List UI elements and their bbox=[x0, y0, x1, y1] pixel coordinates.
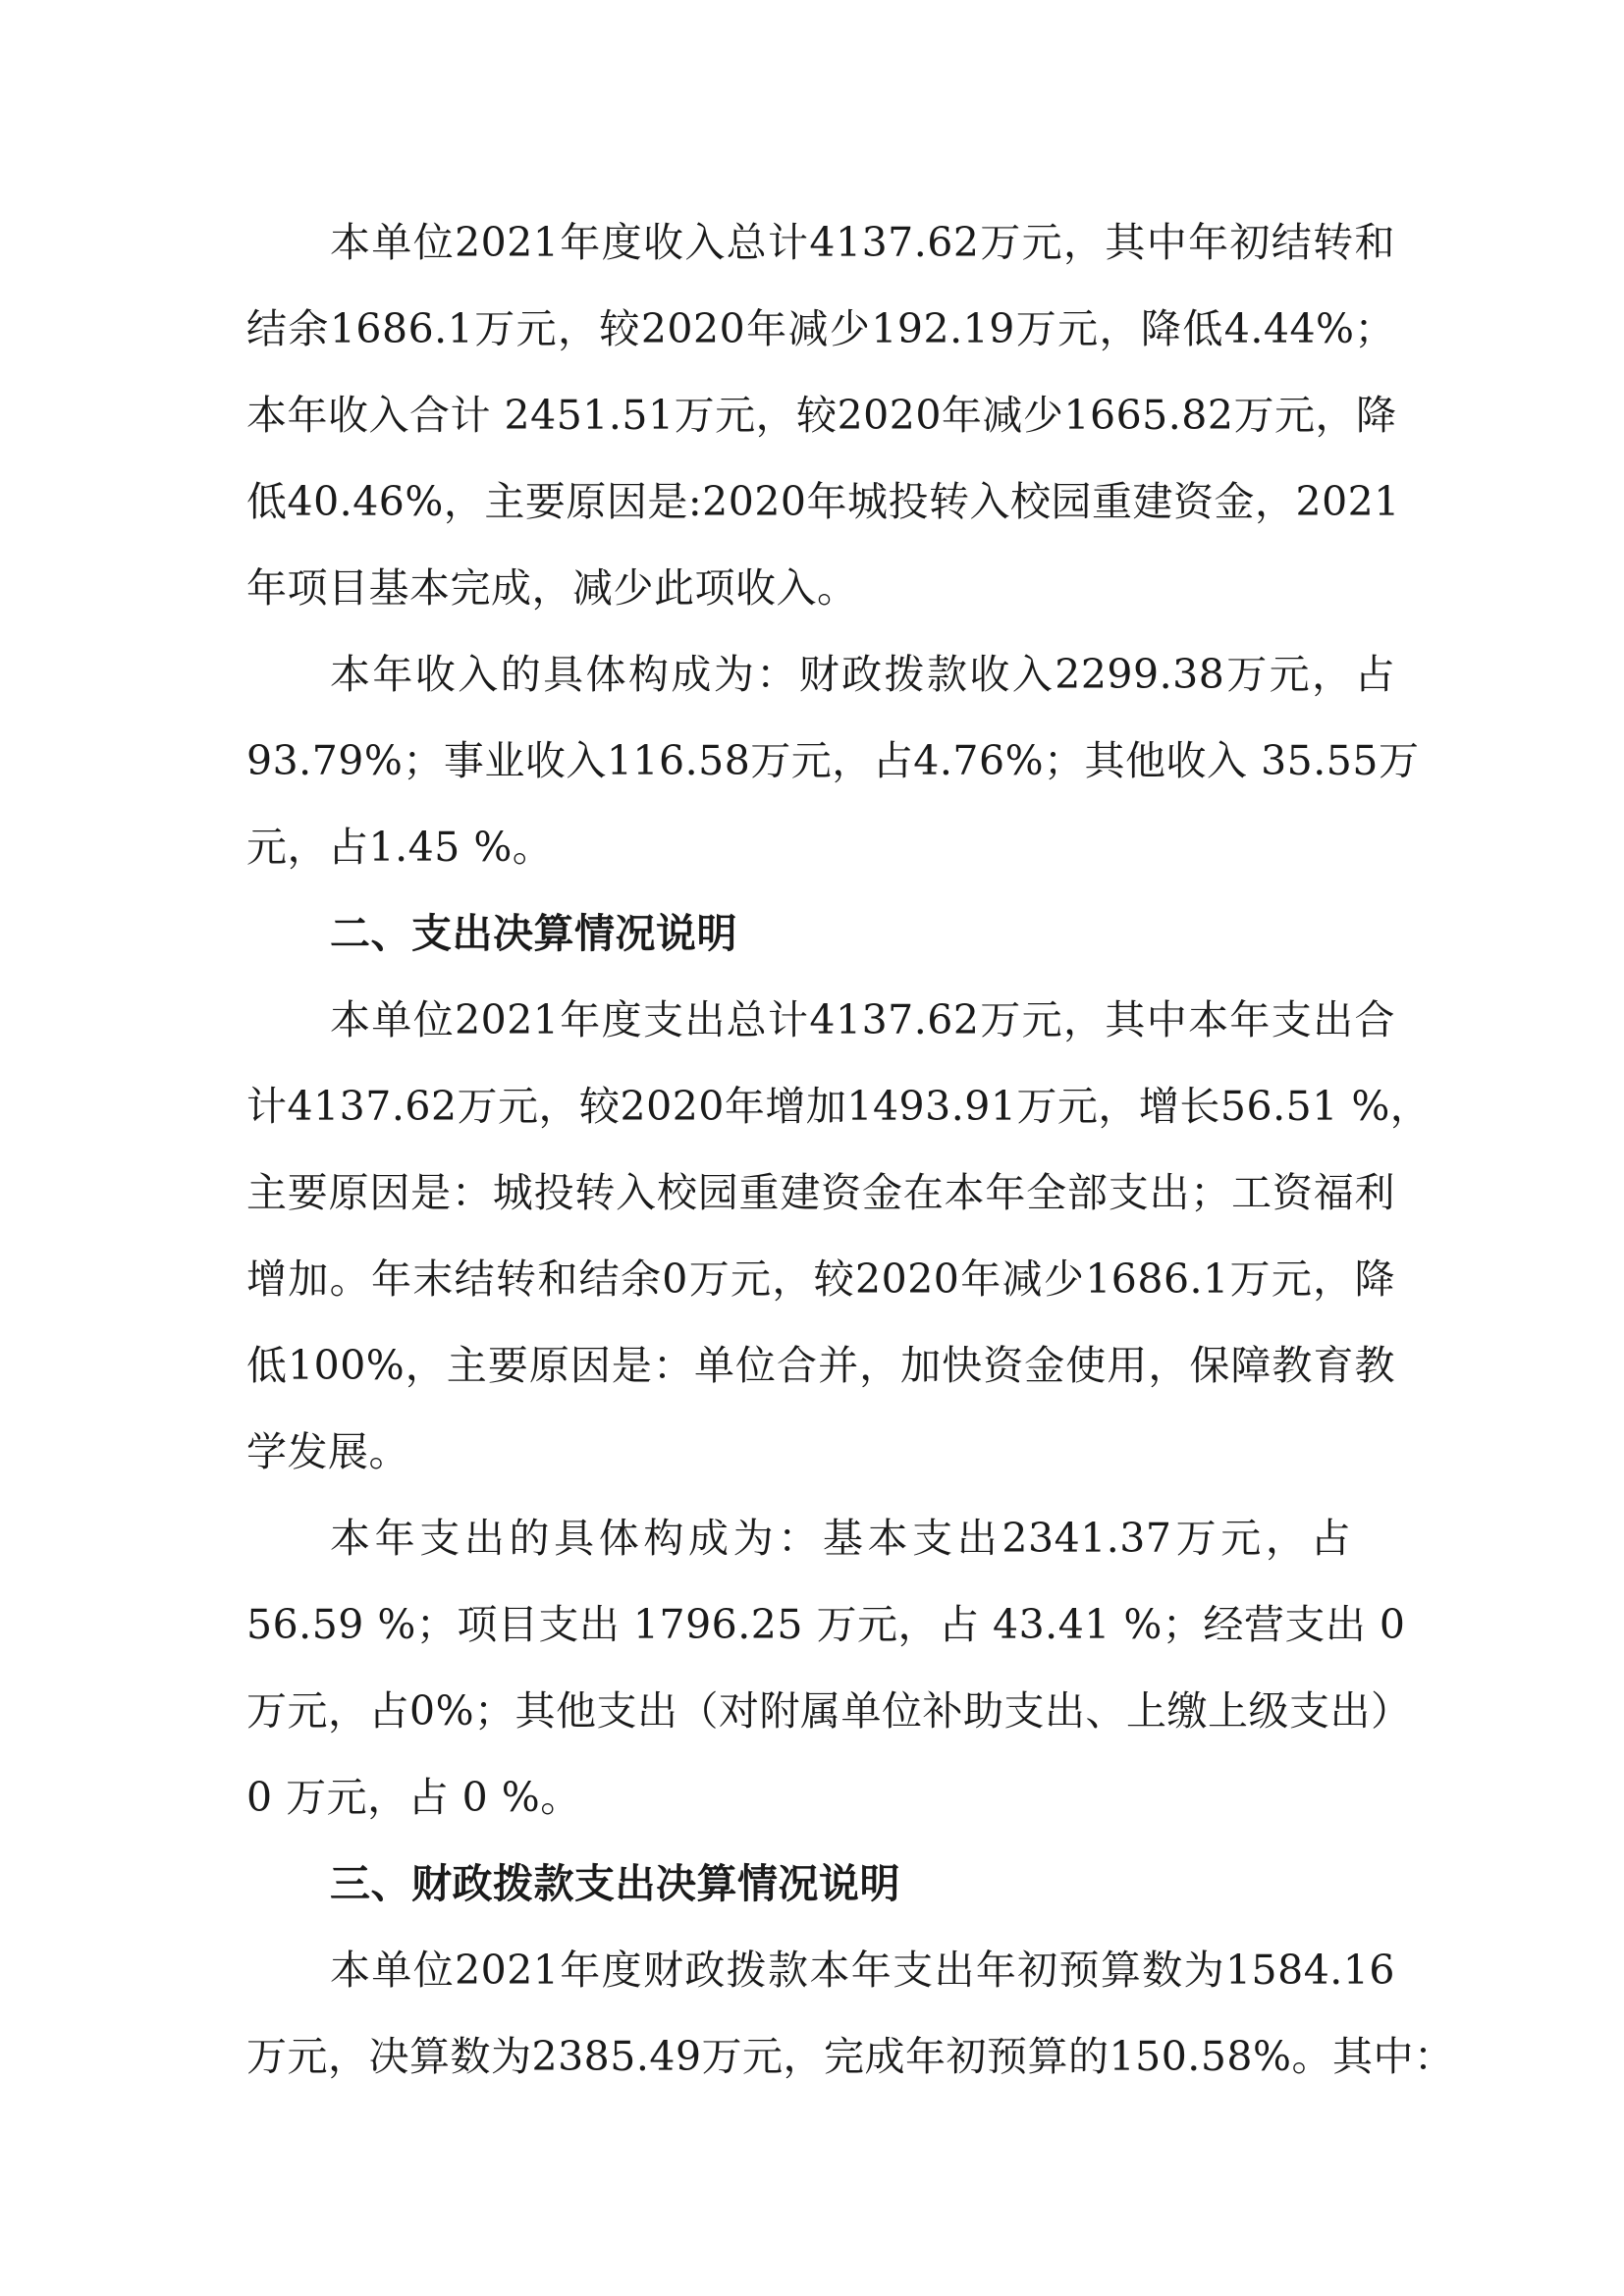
paragraph-line: 本年收入的具体构成为：财政拨款收入2299.38万元，占 bbox=[330, 651, 1395, 698]
section-heading: 二、支出决算情况说明 bbox=[330, 910, 737, 957]
paragraph-line: 本单位2021年度财政拨款本年支出年初预算数为1584.16 bbox=[330, 1947, 1395, 1994]
paragraph-line: 56.59 %；项目支出 1796.25 万元，占 43.41 %；经营支出 0 bbox=[246, 1601, 1406, 1648]
paragraph-line: 主要原因是：城投转入校园重建资金在本年全部支出；工资福利 bbox=[246, 1169, 1395, 1216]
paragraph-line: 结余1686.1万元，较2020年减少192.19万元，降低4.44%； bbox=[246, 305, 1395, 352]
section-heading: 三、财政拨款支出决算情况说明 bbox=[330, 1860, 900, 1907]
paragraph-line: 低100%，主要原因是：单位合并，加快资金使用，保障教育教 bbox=[246, 1342, 1395, 1389]
paragraph-line: 年项目基本完成，减少此项收入。 bbox=[246, 564, 858, 612]
paragraph-line: 学发展。 bbox=[246, 1428, 409, 1475]
paragraph-line: 增加。年末结转和结余0万元，较2020年减少1686.1万元，降 bbox=[246, 1255, 1395, 1303]
paragraph-line: 万元，占0%；其他支出（对附属单位补助支出、上缴上级支出） bbox=[246, 1687, 1412, 1735]
paragraph-line: 元，占1.45 %。 bbox=[246, 824, 554, 871]
paragraph-line: 本单位2021年度收入总计4137.62万元，其中年初结转和 bbox=[330, 219, 1395, 266]
paragraph-line: 93.79%；事业收入116.58万元，占4.76%；其他收入 35.55万 bbox=[246, 737, 1420, 784]
paragraph-line: 本年支出的具体构成为：基本支出2341.37万元，占 bbox=[330, 1515, 1351, 1562]
paragraph-line: 计4137.62万元，较2020年增加1493.91万元，增长56.51 %， bbox=[246, 1083, 1432, 1130]
paragraph-line: 0 万元，占 0 %。 bbox=[246, 1774, 581, 1821]
paragraph-line: 本年收入合计 2451.51万元，较2020年减少1665.82万元，降 bbox=[246, 392, 1397, 439]
paragraph-line: 本单位2021年度支出总计4137.62万元，其中本年支出合 bbox=[330, 996, 1395, 1043]
paragraph-line: 低40.46%，主要原因是:2020年城投转入校园重建资金，2021 bbox=[246, 478, 1400, 525]
paragraph-line: 万元，决算数为2385.49万元，完成年初预算的150.58%。其中： bbox=[246, 2033, 1455, 2080]
